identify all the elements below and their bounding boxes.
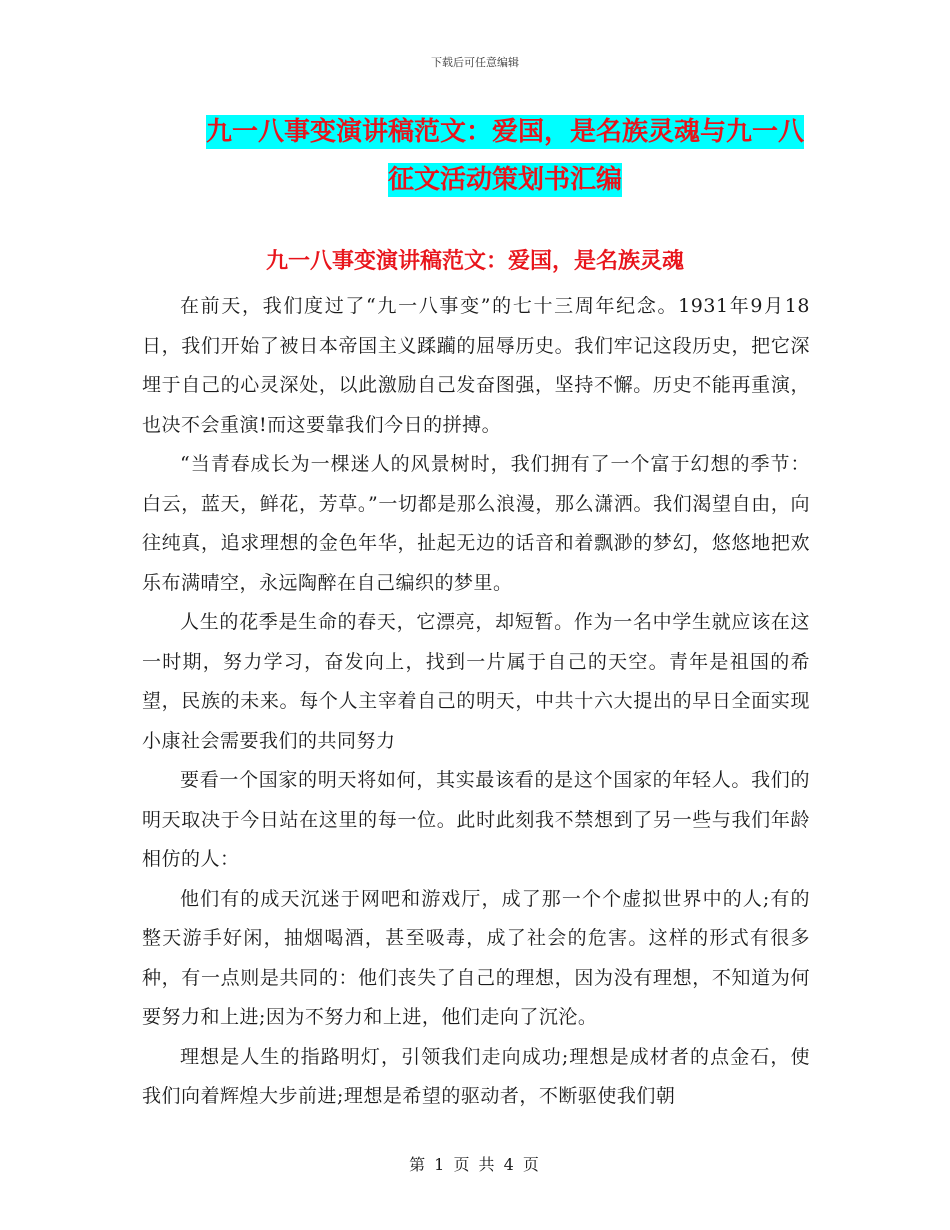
- document-title-line-2: 征文活动策划书汇编: [387, 165, 622, 195]
- paragraph: 在前天，我们度过了“九一八事变”的七十三周年纪念。1931年9月18日，我们开始了被日本帝国主义蹂躏的屈辱历史。我们牢记这段历史，把它深埋于自己的心灵深处，以此激励自己发奋图强，坚持不懈。历史不能再重演，也决不会重演!而这要靠我们今日的拼搏。: [142, 295, 810, 436]
- paragraph: 人生的花季是生命的春天，它漂亮，却短暂。作为一名中学生就应该在这一时期，努力学习，奋发向上，找到一片属于自己的天空。青年是祖国的希望，民族的未来。每个人主宰着自己的明天，中共十六大提出的早日全面实现小康社会需要我们的共同努力: [142, 611, 810, 752]
- paragraph: “当青春成长为一棵迷人的风景树时，我们拥有了一个富于幻想的季节：白云，蓝天，鲜花，芳草。”一切都是那么浪漫，那么潇洒。我们渴望自由，向往纯真，追求理想的金色年华，扯起无边的话音和着飘渺的梦幻，悠悠地把欢乐布满晴空，永远陶醉在自己编织的梦里。: [142, 453, 810, 594]
- paragraph: 理想是人生的指路明灯，引领我们走向成功;理想是成材者的点金石，使我们向着辉煌大步前进;理想是希望的驱动者，不断驱使我们朝: [142, 1045, 810, 1107]
- page-footer: 第 1 页 共 4 页: [409, 1155, 541, 1174]
- section-title: 九一八事变演讲稿范文：爱国，是名族灵魂: [265, 249, 684, 274]
- body-text: [142, 287, 810, 1117]
- document-title-line-1: 九一八事变演讲稿范文：爱国，是名族灵魂与九一八: [205, 117, 804, 147]
- header-note: 下载后可任意编辑: [431, 56, 519, 69]
- paragraph: 要看一个国家的明天将如何，其实最该看的是这个国家的年轻人。我们的明天取决于今日站在这里的每一位。此时此刻我不禁想到了另一些与我们年龄相仿的人：: [142, 769, 810, 870]
- document-title: [140, 108, 870, 204]
- paragraph: 他们有的成天沉迷于网吧和游戏厅，成了那一个个虚拟世界中的人;有的整天游手好闲，抽烟喝酒，甚至吸毒，成了社会的危害。这样的形式有很多种，有一点则是共同的：他们丧失了自己的理想，因为没有理想，不知道为何要努力和上进;因为不努力和上进，他们走向了沉沦。: [142, 887, 810, 1028]
